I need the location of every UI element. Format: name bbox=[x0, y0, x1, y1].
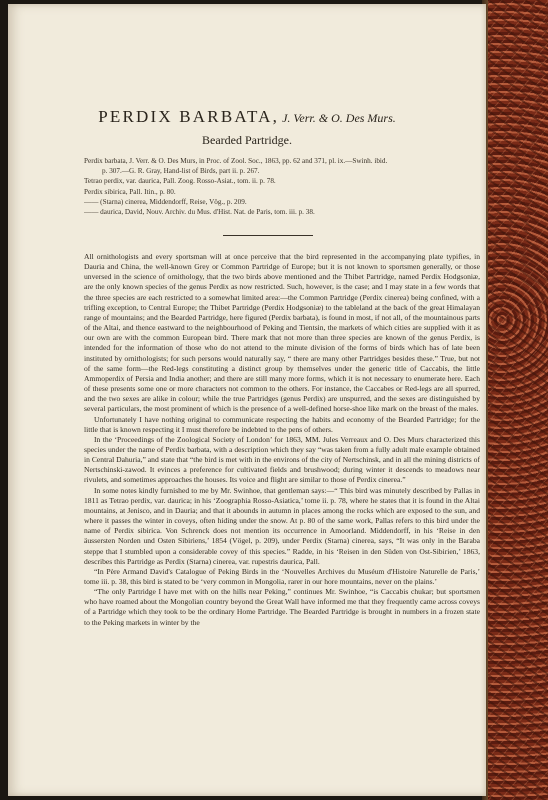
divider-rule bbox=[223, 235, 313, 236]
paragraph: “In Père Armand David's Catalogue of Peking Birds in the ‘Nouvelles Archives du Muséum d'Histoire Naturelle de Paris,’ tome iii. p. 38, this bird is stated to be ‘very common in Mongolia, rarer in our hore mountains, never on the plains.’ bbox=[84, 566, 480, 586]
synonymy-block bbox=[84, 156, 474, 217]
book-page bbox=[8, 4, 486, 796]
paragraph: “The only Partridge I have met with on the hills near Peking,” continues Mr. Swinhoe, “is Caccabis chukar; but sportsmen who have roamed about the Mongolian country beyond the Great Wall have informed me that they frequently came across coveys of a Partridge which they took to be the ordinary Home Partridge. The Bearded Partridge is brought in numbers in a frozen state to the Peking markets in winter by the bbox=[84, 587, 480, 627]
species-name: PERDIX BARBATA, bbox=[98, 107, 280, 126]
page-title bbox=[8, 107, 486, 127]
synonymy-line: Perdix sibirica, Pall. Itin., p. 80. bbox=[84, 187, 176, 196]
paragraph: In some notes kindly furnished to me by Mr. Swinhoe, that gentleman says:—“ This bird was minutely described by Pallas in 1811 as Tetrao perdix, var. daurica; in his ‘Zoographia Rosso-Asiatica,’ tome ii. p. 78, where he states that it is found in the Altai mountains, at Jenisco, and in Dauria; and that it abounds in autumn in places among the rocks which are exposed to the sun, and where it passes the winter in coveys, often hiding under the snow. At p. 80 of the same work, Pallas refers to this bird under the name of Perdix sibirica. Von Schrenck does not mention its occurrence in Amoorland. Middendorff, in his ‘Reise in den äussersten Norden und Osten Sibiriens,’ 1854 (Vögel, p. 209), under Perdix (Starna) cinerea, says, “It was only in the Baraba steppe that I stumbled upon a considerable covey of this species.” Radde, in his ‘Reisen in den Süden von Ost-Sibirien,’ 1863, describes this Partridge as Perdix (Starna) cinerea, var. rupestris daurica, Pall. bbox=[84, 485, 480, 566]
paragraph: In the ‘Proceedings of the Zoological Society of London’ for 1863, MM. Jules Verreaux and O. Des Murs characterized this species under the name of Perdix barbata, with a description which they say “was taken from a fully adult male example obtained in Central Dahuria,” and state that “the bird is met with in the environs of the city of Nertschinsk, and in all the mining districts of Nertschinski-zawod. It evinces a preference for cultivated fields and brushwood; during winter it descends to meadows near rivulets, and sometimes approaches the houses. Its voice and flight are similar to those of Perdix cinerea.” bbox=[84, 434, 480, 485]
synonymy-line: Tetrao perdix, var. daurica, Pall. Zoog. Rosso-Asiat., tom. ii. p. 78. bbox=[84, 177, 276, 186]
synonymy-line: p. 307.—G. R. Gray, Hand-list of Birds, part ii. p. 267. bbox=[102, 167, 260, 176]
paragraph: Unfortunately I have nothing original to communicate respecting the habits and economy of the Bearded Partridge; for the little that is known respecting it I must therefore be indebted to the pens of others. bbox=[84, 414, 480, 434]
species-authority: J. Verr. & O. Des Murs. bbox=[279, 111, 396, 125]
paragraph: All ornithologists and every sportsman will at once perceive that the bird represented in the accompanying plate typifies, in Dauria and China, the well-known Grey or Common Partridge of Europe; but it is not known to sportsmen generally, or those unversed in the science of ornithology, that the two birds above mentioned and the Thibet Partridge, named Perdix Hodgsoniæ, are the only known species of the genus Perdix as now restricted. Such, however, is the case; and I may state in a few words that the three species are each restricted to a somewhat limited area:—the Common Partridge (Perdix cinerea) being confined, with a trifling exception, to Central Europe; the Thibet Partridge (Perdix Hodgsoniæ) to the tableland at the back of the great Himalayan range of mountains; and the Bearded Partridge, here figured (Perdix barbata), is found in most, if not all, of the mountainous parts of the Altai, and thence eastward to the neighbourhood of Peking and Tientsin, the markets of which cities are supplied with it as our own are with the common European bird. There mark that not more than three species are known of the genus Perdix, is intended for the information of those who do not attend to the minute division of the forms of birds which has of late been instituted by ornithologists; for such persons would naturally say, “ there are many other Partridges besides these.” True, but not of the same form—the Red-legs constituting a distinct group by themselves under the generic title of Caccabis, the little Ammoperdix of Persia and India another; and there are still many more forms, which it is not necessary to enumerate here. Each of these presents some one or more characters not common to the others. For instance, the Caccabes or Red-legs are all spurred, and the two sexes are alike in colour; while the true Partridges (genus Perdix) are unspurred, and the sexes are distinguished by several particulars, the most prominent of which is the presence of a well-defined horse-shoe like mark on the breast of the males. bbox=[84, 252, 480, 414]
marbled-endpaper bbox=[482, 0, 548, 800]
common-name: Bearded Partridge. bbox=[202, 133, 292, 147]
synonymy-line: —— (Starna) cinerea, Middendorff, Reise, Vög., p. 209. bbox=[84, 197, 247, 206]
synonymy-line: Perdix barbata, J. Verr. & O. Des Murs, in Proc. of Zool. Soc., 1863, pp. 62 and 371, pl. ix.—Swinh. ibid. bbox=[84, 157, 388, 165]
body-text bbox=[84, 252, 480, 628]
synonymy-line: —— daurica, David, Nouv. Archiv. du Mus. d'Hist. Nat. de Paris, tom. iii. p. 38. bbox=[84, 208, 315, 217]
